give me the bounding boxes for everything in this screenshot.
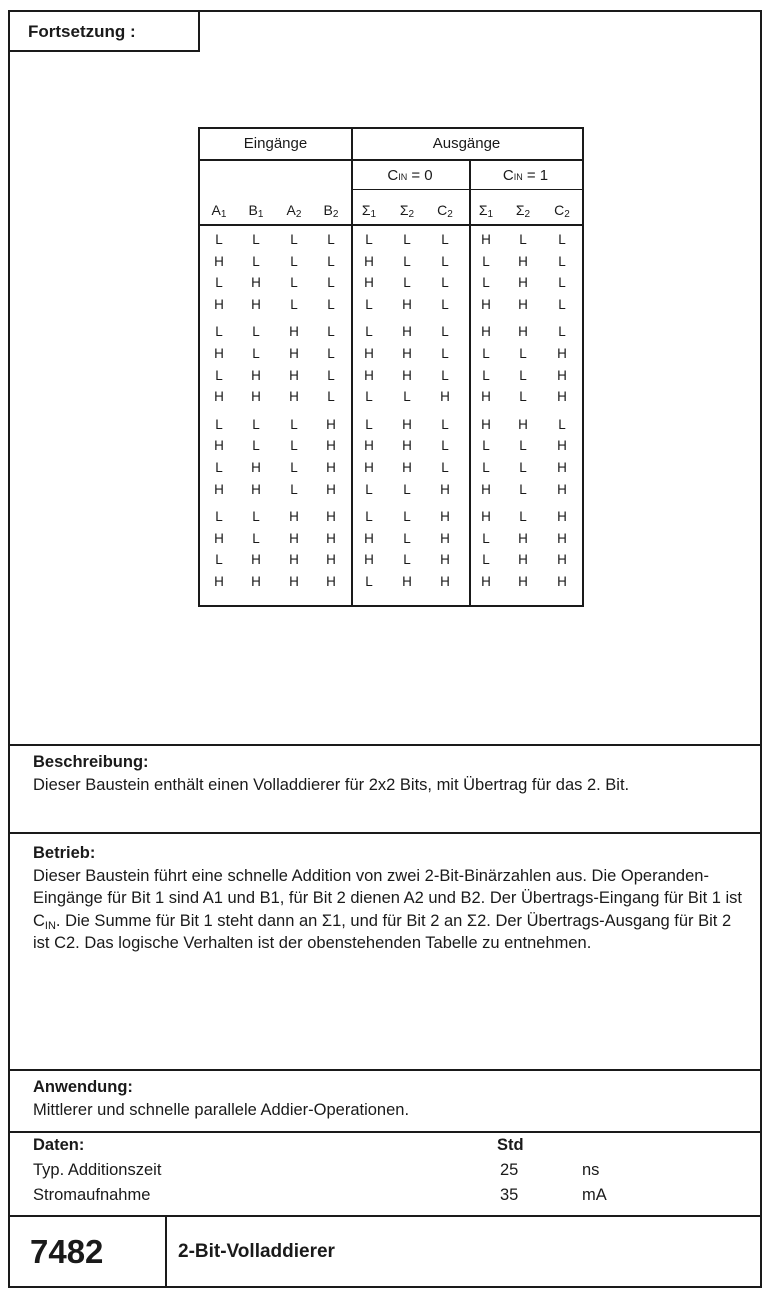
table-cell: H [481,416,491,432]
table-cell: H [289,574,299,589]
table-cell: H [402,346,412,361]
table-cell: H [518,253,528,269]
table-cell: L [482,275,490,291]
column-header: $\Sigma_2$ [515,202,531,220]
cin1-header: CIN = 1 [502,167,549,184]
table-cell: H [289,509,299,525]
table-cell: H [440,552,450,568]
table-cell: L [365,481,373,497]
table-cell: L [558,232,566,247]
std-header: Std [497,1136,524,1154]
table-cell: L [403,253,411,269]
table-cell: H [289,324,299,340]
table-column-line [200,224,582,226]
table-cell: L [290,296,298,312]
daten-heading: Daten: [33,1136,85,1154]
table-cell: L [327,346,335,361]
table-cell: H [440,530,450,546]
continuation-tab [8,10,200,52]
table-header-line [200,159,582,161]
table-cell: H [518,530,528,546]
column-header: $C_2$ [554,202,570,220]
table-cell: L [290,275,298,291]
table-cell: L [290,232,298,247]
table-cell: L [215,509,223,525]
table-cell: L [441,324,449,340]
table-divider-inputs-outputs [351,129,353,605]
table-cell: H [481,232,491,247]
daten-row-label: Typ. Additionszeit [33,1161,162,1179]
betrieb-heading: Betrieb: [33,844,96,862]
table-cell: H [481,389,491,405]
table-cell: L [327,389,335,405]
anwendung-heading: Anwendung: [33,1078,133,1096]
table-cell: L [403,552,411,568]
table-cell: L [558,275,566,291]
column-header: $A_1$ [211,202,227,220]
table-cell: H [364,530,374,546]
table-cell: H [326,574,336,589]
table-cell: L [519,232,527,247]
table-cell: H [251,389,261,405]
table-cell: L [441,296,449,312]
table-cell: H [251,481,261,497]
table-cell: H [326,552,336,568]
table-cell: L [215,232,223,247]
table-cell: H [440,509,450,525]
table-cell: L [519,481,527,497]
table-cell: H [481,481,491,497]
table-cell: L [327,253,335,269]
table-cell: H [364,460,374,475]
table-cell: L [365,296,373,312]
table-cell: L [482,253,490,269]
divider [8,1215,762,1217]
table-cell: H [518,296,528,312]
continuation-label: Fortsetzung : [28,22,136,41]
table-cell: L [441,275,449,291]
table-cell: L [403,509,411,525]
table-cell: L [365,389,373,405]
table-cell: H [364,552,374,568]
table-cell: L [519,389,527,405]
table-cell: L [252,253,260,269]
table-cell: H [557,530,567,546]
table-cell: H [402,367,412,383]
table-cell: L [252,438,260,454]
table-cell: L [519,438,527,454]
table-cell: L [290,416,298,432]
table-cell: H [214,296,224,312]
anwendung-text: Mittlerer und schnelle parallele Addier-Operationen. [33,1100,410,1119]
table-cell: L [290,481,298,497]
table-cell: H [402,324,412,340]
table-cell: H [557,367,567,383]
table-cell: L [441,232,449,247]
table-cell: H [326,509,336,525]
table-cell: L [558,324,566,340]
table-cell: L [482,552,490,568]
table-cell: L [365,416,373,432]
table-cell: L [519,509,527,525]
table-cell: H [518,324,528,340]
table-cell: L [215,552,223,568]
cin0-header: CIN = 0 [387,167,433,184]
table-cell: H [402,460,412,475]
table-cell: H [557,509,567,525]
table-cell: L [215,367,223,383]
table-subheader-line [351,189,582,190]
table-cell: L [441,346,449,361]
table-cell: L [441,367,449,383]
table-cell: H [289,552,299,568]
table-cell: H [518,275,528,291]
table-cell: H [518,552,528,568]
table-cell: H [481,296,491,312]
divider [8,1069,762,1071]
table-cell: H [251,552,261,568]
table-cell: L [215,324,223,340]
table-cell: L [441,416,449,432]
table-cell: L [441,438,449,454]
table-cell: H [326,416,336,432]
table-cell: H [214,530,224,546]
table-cell: H [440,389,450,405]
table-cell: L [290,253,298,269]
table-cell: H [251,460,261,475]
table-cell: L [403,275,411,291]
table-cell: L [327,324,335,340]
table-cell: L [403,389,411,405]
table-cell: H [214,389,224,405]
table-cell: L [327,296,335,312]
daten-row-value: 25 [500,1161,519,1179]
divider [8,744,762,746]
daten-row-unit: mA [582,1186,607,1204]
table-cell: H [557,574,567,589]
inputs-header: Eingänge [243,135,308,152]
column-header: $\Sigma_1$ [478,202,494,220]
table-cell: H [289,346,299,361]
betrieb-text: Dieser Baustein führt eine schnelle Addition von zwei 2-Bit-Binärzahlen aus. Die Operanden-Eingänge für Bit 1 sind A1 und B1, für Bit 2 dienen A2 und B2. Der Übertrags-Eingang für Bit 1 ist $C_{IN}$. Die Summe für Bit 1 steht dann an Σ1, und für Bit 2 an Σ2. Der Übertrags-Ausgang für Bit 2 ist C2. Das logische Verhalten ist der obenstehenden Tabelle zu entnehmen. [33,866,743,952]
table-cell: H [289,367,299,383]
table-cell: L [519,367,527,383]
column-header: $B_1$ [248,202,264,220]
chip-title: 2-Bit-Volladdierer [178,1241,335,1262]
table-cell: L [558,416,566,432]
table-cell: H [402,438,412,454]
divider [8,832,762,834]
daten-row-label: Stromaufnahme [33,1186,151,1204]
table-cell: H [364,275,374,291]
table-cell: L [252,509,260,525]
table-cell: H [251,367,261,383]
table-cell: H [518,574,528,589]
table-cell: L [558,296,566,312]
table-cell: L [519,346,527,361]
anwendung-section [33,1076,748,1121]
betrieb-section [33,842,748,955]
footer-divider [165,1216,167,1288]
table-cell: H [402,574,412,589]
table-cell: L [403,530,411,546]
table-cell: H [326,438,336,454]
table-cell: L [482,346,490,361]
table-cell: H [326,530,336,546]
table-cell: H [557,552,567,568]
chip-number: 7482 [30,1233,104,1270]
table-cell: H [364,367,374,383]
table-cell: L [327,275,335,291]
table-cell: L [252,346,260,361]
table-cell: H [214,346,224,361]
table-cell: H [557,389,567,405]
table-cell: L [482,367,490,383]
table-cell: L [327,367,335,383]
table-cell: L [290,460,298,475]
table-cell: L [215,275,223,291]
table-cell: H [557,346,567,361]
column-header: $C_2$ [437,202,453,220]
outputs-header: Ausgänge [432,135,501,152]
table-cell: H [440,574,450,589]
table-cell: L [365,324,373,340]
table-cell: H [214,438,224,454]
column-header: $A_2$ [286,202,302,220]
beschreibung-text: Dieser Baustein enthält einen Volladdierer für 2x2 Bits, mit Übertrag für das 2. Bit. [33,775,630,794]
table-cell: H [214,481,224,497]
table-cell: H [214,253,224,269]
table-cell: L [482,530,490,546]
beschreibung-section [33,751,748,796]
table-cell: L [441,460,449,475]
table-cell: L [252,530,260,546]
table-cell: H [440,481,450,497]
table-cell: H [251,296,261,312]
table-cell: L [327,232,335,247]
table-cell: L [403,481,411,497]
table-cell: L [252,232,260,247]
truth-table [198,127,584,607]
table-cell: H [518,416,528,432]
table-cell: H [481,324,491,340]
table-cell: H [289,389,299,405]
table-cell: L [365,574,373,589]
table-cell: L [558,253,566,269]
table-cell: L [290,438,298,454]
table-cell: H [364,346,374,361]
table-cell: H [326,481,336,497]
daten-row-unit: ns [582,1161,600,1179]
table-cell: H [402,296,412,312]
table-cell: L [482,460,490,475]
table-cell: H [557,481,567,497]
column-header: $\Sigma_2$ [399,202,415,220]
table-cell: H [481,509,491,525]
table-cell: L [252,324,260,340]
table-cell: H [251,574,261,589]
column-header: $B_2$ [323,202,339,220]
table-cell: H [557,460,567,475]
table-cell: L [519,460,527,475]
table-cell: L [252,416,260,432]
table-cell: L [403,232,411,247]
table-cell: L [482,438,490,454]
table-cell: H [364,253,374,269]
table-cell: H [364,438,374,454]
table-cell: H [557,438,567,454]
table-cell: L [365,509,373,525]
divider [8,1131,762,1133]
table-cell: H [326,460,336,475]
table-cell: L [215,416,223,432]
beschreibung-heading: Beschreibung: [33,753,149,771]
table-cell: H [251,275,261,291]
table-cell: H [214,574,224,589]
table-cell: L [441,253,449,269]
table-cell: H [402,416,412,432]
table-cell: L [365,232,373,247]
daten-row-value: 35 [500,1186,519,1204]
column-header: $\Sigma_1$ [361,202,377,220]
table-cell: H [481,574,491,589]
table-cell: H [289,530,299,546]
table-cell: L [215,460,223,475]
